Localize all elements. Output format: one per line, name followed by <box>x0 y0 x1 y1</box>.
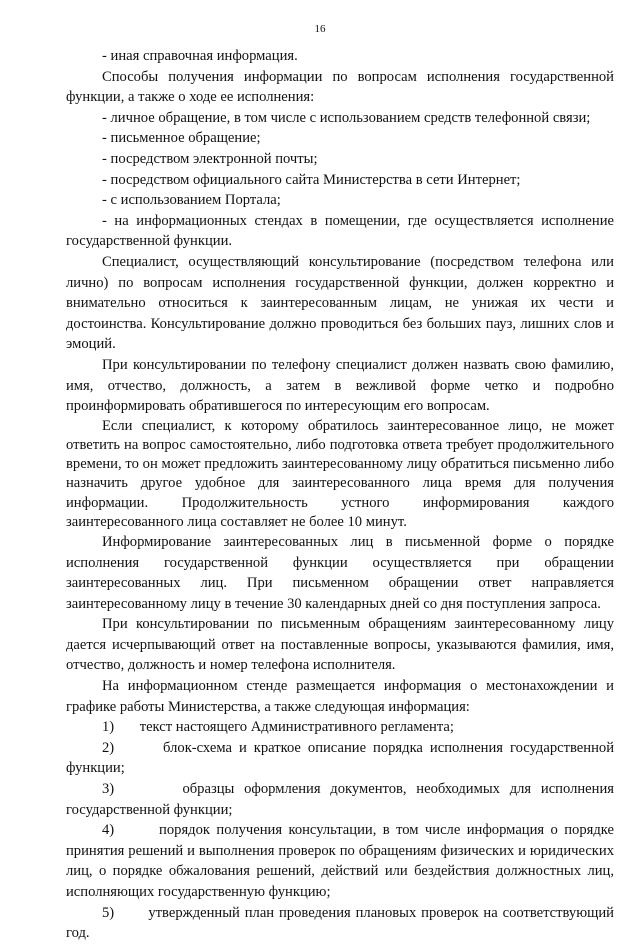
numbered-item-4: 4) порядок получения консультации, в том числе информация о порядке принятия решений и выполнения проверок по обращениям физических и юридических лиц, о порядке обжалования решений, действий или бездействия должностных лиц, исполняющих государственную функцию; <box>66 822 614 900</box>
list-item-website: - посредством официального сайта Министерства в сети Интернет; <box>102 171 521 188</box>
page-number: 16 <box>314 23 326 35</box>
document-body <box>66 46 614 944</box>
paragraph-cannot-answer: Если специалист, к которому обратилось заинтересованное лицо, не может ответить на вопрос самостоятельно, либо подготовка ответа требует продолжительного времени, то он может предложить заинтересованному лицу обратиться письменно либо назначить другое удобное для заинтересованного лица время для получения информации. Продолжительность устного информирования каждого заинтересованного лица составляет не более 10 минут. <box>66 417 614 530</box>
list-item-stands: - на информационных стендах в помещении, где осуществляется исполнение государственной функции. <box>66 212 614 250</box>
paragraph-specialist: Специалист, осуществляющий консультирование (посредством телефона или лично) по вопросам исполнения государственной функции, должен корректно и внимательно относиться к заинтересованным лицам, не унижая их чести и достоинства. Консультирование должно проводиться без больших пауз, лишних слов и эмоций. <box>66 253 614 353</box>
paragraph-info-stand: На информационном стенде размещается информация о местонахождении и графике работы Министерства, а также следующая информация: <box>66 678 614 715</box>
paragraph-1: - иная справочная информация. <box>102 48 298 64</box>
list-item-personal: - личное обращение, в том числе с использованием средств телефонной связи; <box>102 109 591 126</box>
paragraph-phone-consulting: При консультировании по телефону специалист должен назвать свою фамилию, имя, отчество, должность, а затем в вежливой форме четко и подробно проинформировать обратившегося по интересующим его вопросам. <box>66 356 614 415</box>
paragraph-written-consulting: При консультировании по письменным обращениям заинтересованному лицу дается исчерпывающий ответ на поставленные вопросы, указываются фамилия, имя, отчество, должность и номер телефона исполнителя. <box>66 616 614 674</box>
paragraph-2: Способы получения информации по вопросам исполнения государственной функции, а также о ходе ее исполнения: <box>66 68 614 106</box>
list-item-email: - посредством электронной почты; <box>102 150 318 167</box>
paragraph-written-informing: Информирование заинтересованных лиц в письменной форме о порядке исполнения государственной функции осуществляется при обращении заинтересованных лиц. При письменном обращении ответ направляется заинтересованному лицу в течение 30 календарных дней со дня поступления запроса. <box>66 533 614 612</box>
numbered-item-5: 5) утвержденный план проведения плановых проверок на соответствующий год. <box>66 904 614 942</box>
list-item-portal: - с использованием Портала; <box>102 192 281 209</box>
numbered-item-3: 3) образцы оформления документов, необходимых для исполнения государственной функции; <box>66 781 614 818</box>
numbered-item-1: 1) текст настоящего Административного регламента; <box>102 719 454 736</box>
list-item-written: - письменное обращение; <box>102 130 261 147</box>
numbered-item-2: 2) блок-схема и краткое описание порядка исполнения государственной функции; <box>66 739 614 777</box>
